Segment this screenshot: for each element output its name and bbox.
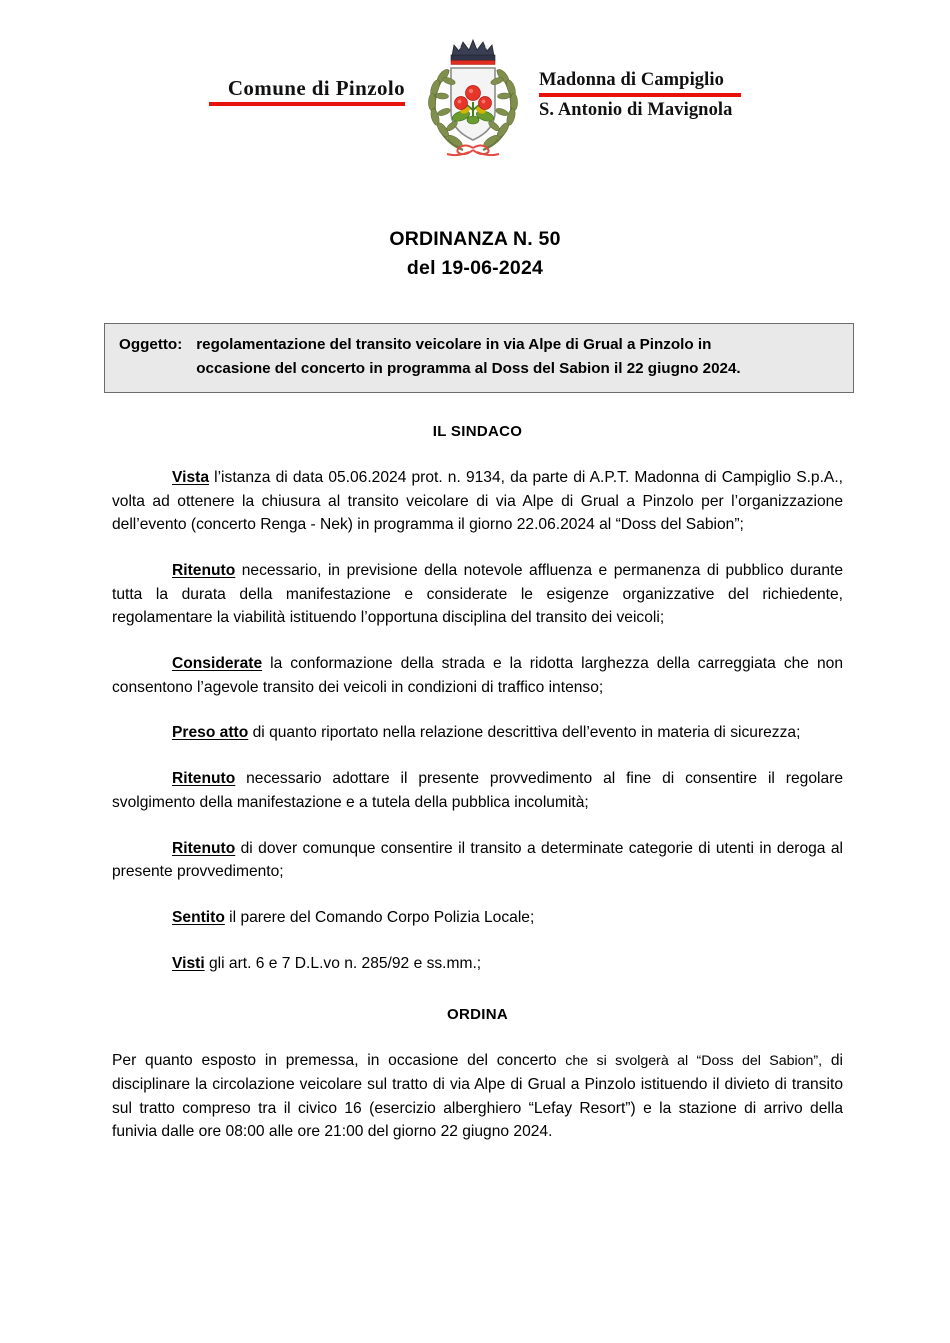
red-rule-right bbox=[539, 93, 741, 97]
ordina-part-1: Per quanto esposto in premessa, in occasione del concerto bbox=[112, 1052, 566, 1070]
oggetto-section bbox=[104, 323, 854, 393]
keyword-vista: Vista bbox=[172, 468, 209, 486]
paragraph-visti-text: gli art. 6 e 7 D.L.vo n. 285/92 e ss.mm.; bbox=[204, 954, 482, 972]
comune-name: Comune di Pinzolo bbox=[227, 75, 405, 100]
paragraph-ritenuto-2-text: necessario adottare il presente provvedimento al fine di consentire il regolare svolgimento della manifestazione e a tutela della pubblica incolumità; bbox=[112, 770, 843, 811]
paragraph-sentito-text: il parere del Comando Corpo Polizia Locale; bbox=[224, 908, 535, 926]
heading-ordina: ORDINA bbox=[447, 1006, 508, 1024]
paragraph-vista-text: l’istanza di data 05.06.2024 prot. n. 9134, da parte di A.P.T. Madonna di Campiglio S.p.A., volta ad ottenere la chiusura al transito veicolare di via Alpe di Grual a Pinzolo per l’organizzazione dell’evento (concerto Renga - Nek) in programma il giorno 22.06.2024 al “Doss del Sabion”; bbox=[112, 468, 843, 534]
keyword-ritenuto-2: Ritenuto bbox=[172, 770, 236, 788]
oggetto-label: Oggetto: bbox=[119, 335, 183, 353]
letterhead-right bbox=[527, 70, 741, 122]
paragraph-sentito bbox=[112, 906, 843, 930]
ordina-part-2: che si svolgerà al “Doss del Sabion”, bbox=[565, 1053, 823, 1070]
paragraph-ritenuto-2 bbox=[112, 767, 843, 814]
paragraph-ordina-body bbox=[112, 1049, 843, 1144]
document-title bbox=[0, 225, 950, 283]
keyword-preso-atto: Preso atto bbox=[172, 724, 249, 742]
keyword-sentito: Sentito bbox=[172, 908, 225, 926]
ordina-part-3: di disciplinare la circolazione veicolare sul tratto di via Alpe di Grual a Pinzolo istituendo il divieto di transito sul tratto compreso tra il civico 16 (esercizio alberghiero “Lefay Resort”) e la stazione di arrivo della funivia dalle ore 08:00 alle ore 21:00 del giorno 22 giugno 2024. bbox=[112, 1052, 844, 1141]
oggetto-line-2: occasione del concerto in programma al Doss del Sabion il 22 giugno 2024. bbox=[196, 360, 741, 378]
oggetto-text bbox=[188, 333, 841, 382]
paragraph-ritenuto-1 bbox=[112, 559, 843, 630]
letterhead bbox=[0, 0, 950, 150]
oggetto-box bbox=[104, 323, 854, 393]
paragraph-considerate bbox=[112, 652, 843, 699]
heading-il-sindaco: IL SINDACO bbox=[432, 422, 523, 440]
keyword-ritenuto-1: Ritenuto bbox=[172, 562, 236, 580]
keyword-ritenuto-3: Ritenuto bbox=[172, 839, 236, 857]
paragraph-ritenuto-1-text: necessario, in previsione della notevole affluenza e permanenza di pubblico durante tutta la durata della manifestazione e considerate le esigenze organizzative del richiedente, regolamentare la viabilità istituendo l’opportuna disciplina del transito dei veicoli; bbox=[112, 562, 843, 627]
oggetto-line-1: regolamentazione del transito veicolare in via Alpe di Grual a Pinzolo in bbox=[196, 335, 712, 353]
ordinanza-date: del 19-06-2024 bbox=[406, 256, 544, 279]
paragraph-vista bbox=[112, 466, 843, 537]
frazione-name-1: Madonna di Campiglio bbox=[539, 69, 724, 90]
paragraph-ritenuto-3 bbox=[112, 837, 843, 884]
keyword-visti: Visti bbox=[172, 954, 205, 972]
paragraph-considerate-text: la conformazione della strada e la ridotta larghezza della carreggiata che non consentono l’agevole transito dei veicoli in condizioni di traffico intenso; bbox=[112, 655, 843, 696]
letterhead-left bbox=[209, 77, 419, 116]
paragraph-visti bbox=[112, 952, 843, 976]
paragraph-preso-atto-text: di quanto riportato nella relazione descrittiva dell’evento in materia di sicurezza; bbox=[248, 724, 801, 742]
red-rule-left bbox=[209, 102, 405, 106]
paragraph-preso-atto bbox=[112, 721, 843, 745]
keyword-considerate: Considerate bbox=[172, 655, 263, 673]
paragraph-ritenuto-3-text: di dover comunque consentire il transito a determinate categorie di utenti in deroga al presente provvedimento; bbox=[112, 839, 843, 881]
coat-of-arms-icon bbox=[419, 30, 527, 162]
document-body bbox=[112, 423, 843, 1144]
frazione-name-2: S. Antonio di Mavignola bbox=[539, 99, 733, 120]
ordinanza-number: ORDINANZA N. 50 bbox=[389, 228, 561, 250]
